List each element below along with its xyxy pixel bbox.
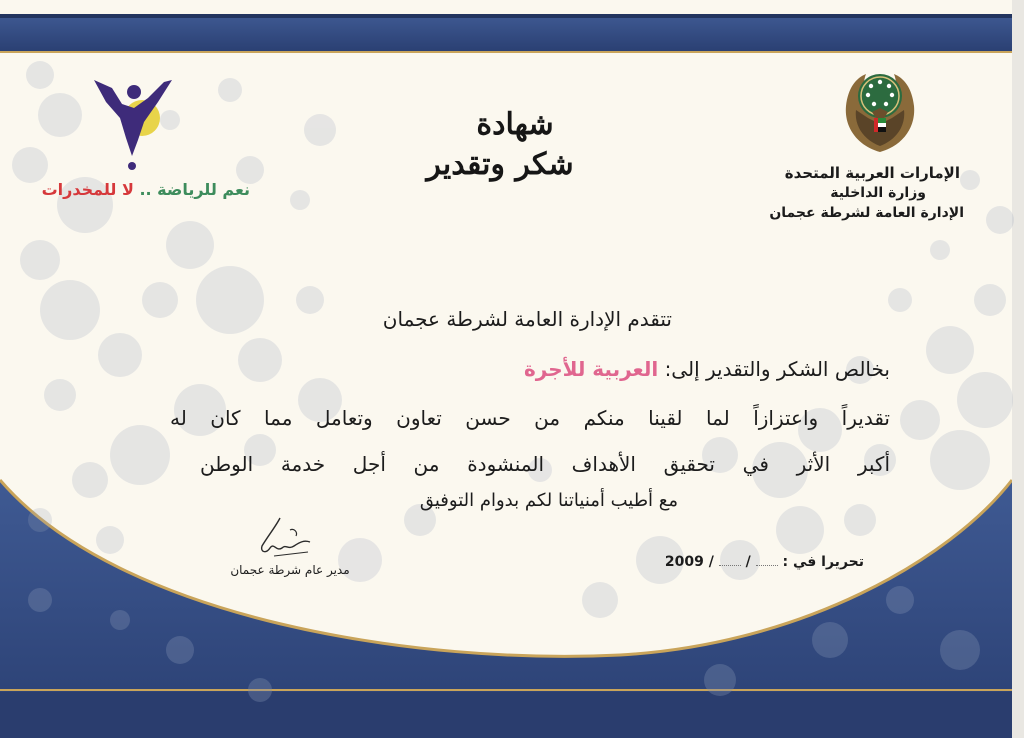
- title-line-thanks: شكر وتقدير: [426, 147, 574, 182]
- ministry-line-ministry: وزارة الداخلية: [830, 185, 926, 201]
- slogan: [30, 180, 250, 199]
- body-line-wishes: مع أطيب أمنياتنا لكم بدوام التوفيق: [419, 490, 678, 511]
- ministry-line-department: الإدارة العامة لشرطة عجمان: [769, 205, 964, 221]
- uae-falcon-emblem-icon: [838, 66, 922, 156]
- certificate-title: [380, 105, 620, 185]
- handwritten-signature: [250, 512, 320, 562]
- date-separator-2: /: [708, 554, 714, 570]
- body-line-impact: أكبر الأثر في تحقيق الأهداف المنشودة من أجل خدمة الوطن: [200, 452, 890, 476]
- ministry-line-country: الإمارات العربية المتحدة: [784, 164, 960, 182]
- date-year: 2009: [664, 554, 704, 570]
- presenter-line: تتقدم الإدارة العامة لشرطة عجمان: [382, 307, 672, 331]
- title-line-certificate: شهادة: [476, 107, 554, 142]
- date-separator-1: /: [745, 554, 751, 570]
- date-line: [664, 554, 864, 570]
- slogan-yes-sports: نعم للرياضة ..: [139, 180, 250, 199]
- date-day: [756, 565, 778, 566]
- thanks-line: [410, 357, 890, 381]
- signer-title: مدير عام شرطة عجمان: [230, 563, 350, 577]
- date-label: تحريرا في :: [782, 554, 864, 570]
- body-line-appreciation: تقديراً واعتزازاً لما لقينا منكم من حسن تعاون وتعامل مما كان له: [170, 406, 890, 430]
- thanks-prefix: بخالص الشكر والتقدير إلى:: [664, 357, 890, 381]
- ministry-header: [734, 163, 964, 223]
- anti-drug-sports-logo-icon: [92, 78, 176, 174]
- date-month: [719, 565, 741, 566]
- recipient-name: العربية للأجرة: [523, 357, 659, 381]
- slogan-no-drugs: لا للمخدرات: [41, 180, 134, 199]
